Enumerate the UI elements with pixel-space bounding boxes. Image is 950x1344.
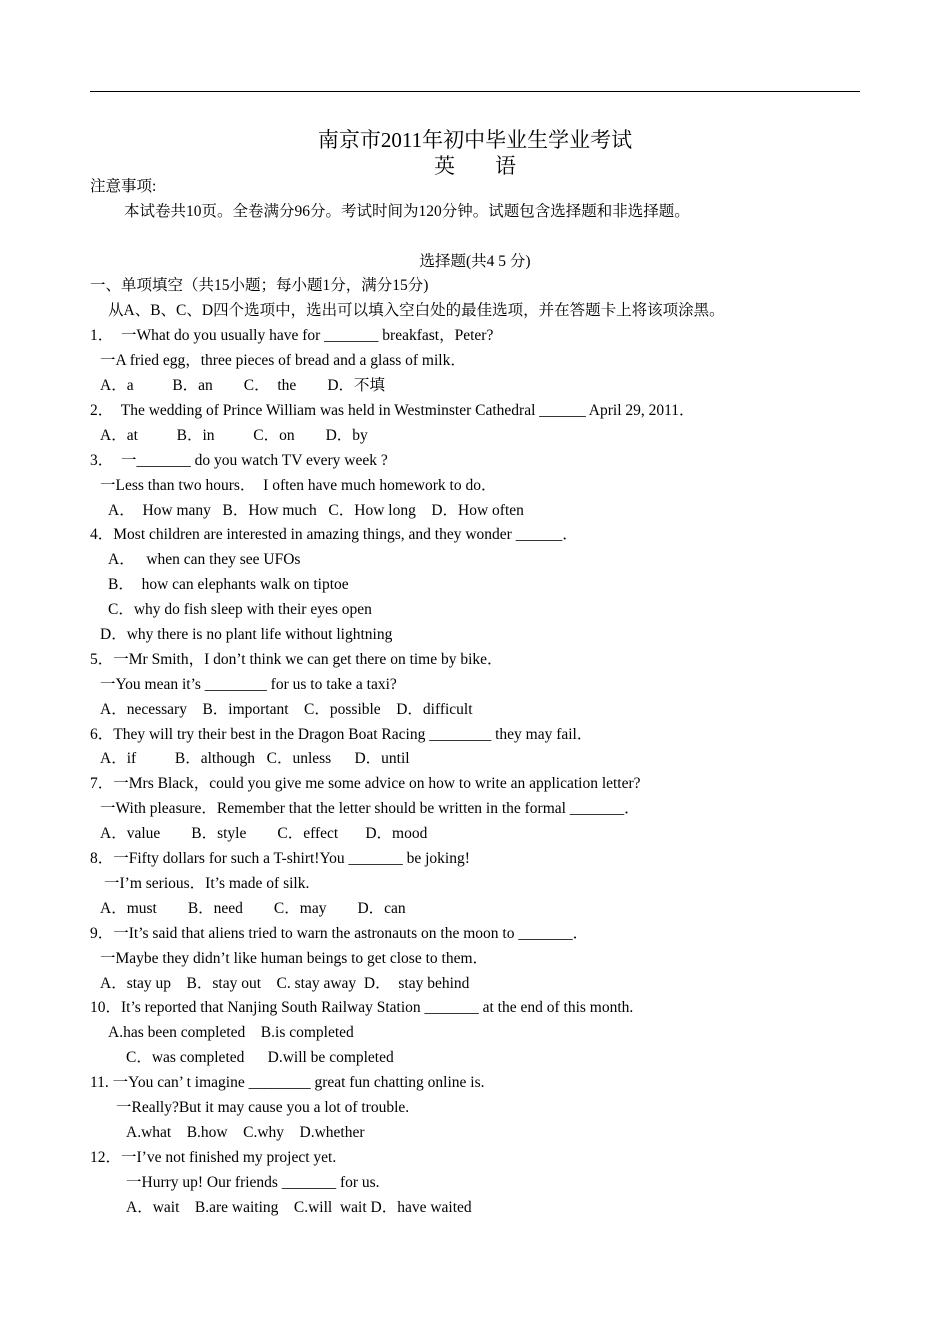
notice-heading: 注意事项: — [90, 178, 157, 195]
question-line: 一With pleasure．Remember that the letter should be written in the formal _______． — [100, 800, 640, 817]
question-line: 一A fried egg，three pieces of bread and a glass of milk． — [100, 352, 466, 369]
question-line: 12．一I’ve not finished my project yet. — [90, 1149, 337, 1166]
question-line: 一You mean it’s ________ for us to take a taxi? — [100, 676, 397, 693]
option-line: A．necessary B．important C．possible D．difficult — [100, 701, 473, 718]
header-rule — [90, 91, 860, 92]
part-instruction: 从A、B、C、D四个选项中，选出可以填入空白处的最佳选项，并在答题卡上将该项涂黑。 — [108, 302, 725, 319]
option-line: B． how can elephants walk on tiptoe — [108, 576, 349, 593]
question-line: 6．They will try their best in the Dragon Boat Racing ________ they may fail． — [90, 726, 593, 743]
question-line: 一Hurry up! Our friends _______ for us. — [126, 1174, 380, 1191]
question-line: 一Maybe they didn’t like human beings to get close to them． — [100, 950, 489, 967]
option-line: A．a B．an C． the D．不填 — [100, 377, 386, 394]
question-line: 10．It’s reported that Nanjing South Railway Station _______ at the end of this month. — [90, 999, 634, 1016]
option-line: A．value B．style C．effect D．mood — [100, 825, 428, 842]
question-line: 7．一Mrs Black，could you give me some advice on how to write an application letter? — [90, 775, 641, 792]
option-line: A.what B.how C.why D.whether — [126, 1124, 365, 1141]
question-line: 一I’m serious．It’s made of silk. — [104, 875, 310, 892]
notice-text: 本试卷共10页。全卷满分96分。考试时间为120分钟。试题包含选择题和非选择题。 — [124, 203, 690, 220]
option-line: A．must B．need C．may D．can — [100, 900, 406, 917]
option-line: A．if B．although C．unless D．until — [100, 750, 410, 767]
question-line: 1． 一What do you usually have for _______ breakfast，Peter? — [90, 327, 494, 344]
question-line: 5．一Mr Smith，I don’t think we can get there on time by bike． — [90, 651, 503, 668]
section-title: 选择题(共4 5 分) — [419, 253, 531, 270]
option-line: A． How many B．How much C．How long D．How often — [108, 502, 524, 519]
option-line: A．wait B.are waiting C.will wait D．have waited — [126, 1199, 472, 1216]
question-line: 2． The wedding of Prince William was held in Westminster Cathedral ______ April 29, 2011． — [90, 402, 695, 419]
part-heading: 一、单项填空（共15小题；每小题1分，满分15分) — [90, 277, 429, 294]
exam-subject: 英语 — [434, 154, 556, 178]
question-line: 一Really?But it may cause you a lot of trouble. — [116, 1099, 410, 1116]
option-line: C．was completed D.will be completed — [126, 1049, 394, 1066]
option-line: A．stay up B．stay out C. stay away D． stay behind — [100, 975, 470, 992]
exam-title: 南京市2011年初中毕业生学业考试 — [317, 128, 633, 152]
option-line: D．why there is no plant life without lightning — [100, 626, 393, 643]
question-line: 3． 一_______ do you watch TV every week ? — [90, 452, 388, 469]
question-line: 4．Most children are interested in amazing things, and they wonder ______． — [90, 526, 578, 543]
option-line: A． when can they see UFOs — [108, 551, 301, 568]
question-line: 8．一Fifty dollars for such a T-shirt!You _______ be joking! — [90, 850, 470, 867]
question-line: 一Less than two hours． I often have much homework to do． — [100, 477, 497, 494]
option-line: A.has been completed B.is completed — [108, 1024, 354, 1041]
option-line: C．why do fish sleep with their eyes open — [108, 601, 372, 618]
option-line: A．at B．in C．on D．by — [100, 427, 368, 444]
question-line: 11. 一You can’ t imagine ________ great fun chatting online is. — [90, 1074, 485, 1091]
question-line: 9．一It’s said that aliens tried to warn the astronauts on the moon to _______． — [90, 925, 589, 942]
